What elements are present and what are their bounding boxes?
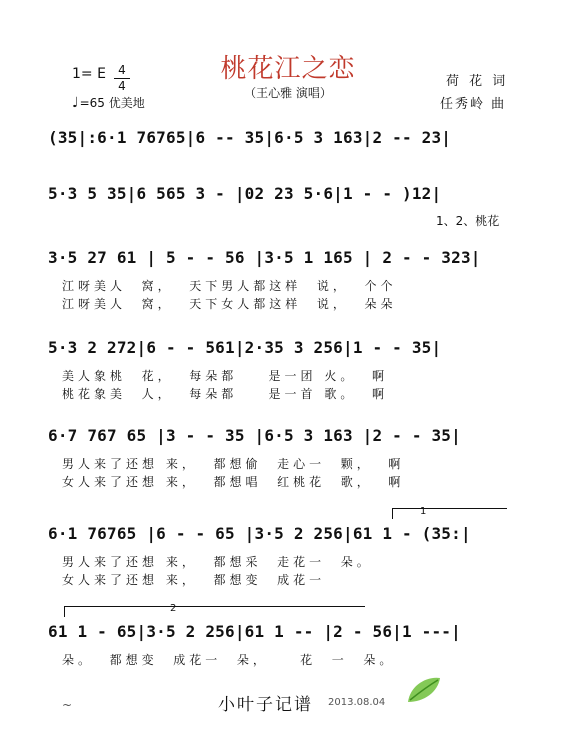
time-signature-bottom: 4 [118,79,126,93]
performer-credit: （王心雅 演唱） [244,86,332,100]
song-title: 桃花江之恋 [220,54,356,84]
time-signature-top: 4 [118,63,126,77]
notation-line-7: 61 1 - 65|3·5 2 256|61 1 -- |2 - 56|1 ---| [48,622,461,641]
footer-logo: 小叶子记谱 [218,695,313,715]
key-signature: 1= E [72,66,106,82]
first-ending-label: 1 [420,506,427,517]
notation-line-5: 6·7 767 65 |3 - - 35 |6·5 3 163 |2 - - 35| [48,426,461,445]
composer-credit: 任秀岭 曲 [440,97,507,112]
lyric-line-5a: 男人来了还想 来， 都想偷 走心一 颗， 啊 [62,457,405,471]
first-ending-bracket [392,508,507,519]
lyric-line-3b: 江呀美人 窝， 天下女人都这样 说， 朵朵 [62,297,397,311]
tempo-text: =65 优美地 [79,96,145,110]
lyricist-credit: 荷 花 词 [446,74,509,89]
footer-date: 2013.08.04 [328,697,386,708]
notation-line-1: (35|:6·1 76765|6 -- 35|6·5 3 163|2 -- 23| [48,128,452,147]
lyric-line-6a: 男人来了还想 来， 都想采 走花一 朵。 [62,555,373,569]
lyric-line-6b: 女人来了还想 来， 都想变 成花一 [62,573,326,587]
lyric-line-3a: 江呀美人 窝， 天下男人都这样 说， 个个 [62,279,397,293]
notation-line-2: 5·3 5 35|6 565 3 - |02 23 5·6|1 - - )12| [48,184,442,203]
verse-indicator: 1、2、桃花 [436,214,500,228]
notation-line-3: 3·5 27 61 | 5 - - 56 |3·5 1 165 | 2 - - 323| [48,248,481,267]
leaf-icon [404,674,444,710]
footer-mark: ~ [62,698,73,712]
lyric-line-4a: 美人象桃 花， 每朵都 是一团 火。 啊 [62,369,388,383]
lyric-line-4b: 桃花象美 人， 每朵都 是一首 歌。 啊 [62,387,388,401]
lyric-line-7a: 朵。 都想变 成花一 朵， 花 一 朵。 [62,653,396,667]
quarter-note-icon: ♩ [72,95,79,111]
notation-line-6: 6·1 76765 |6 - - 65 |3·5 2 256|61 1 - (35:| [48,524,471,543]
lyric-line-5b: 女人来了还想 来， 都想唱 红桃花 歌， 啊 [62,475,405,489]
second-ending-label: 2 [170,603,177,614]
notation-line-4: 5·3 2 272|6 - - 561|2·35 3 256|1 - - 35| [48,338,442,357]
second-ending-bracket [64,606,365,617]
